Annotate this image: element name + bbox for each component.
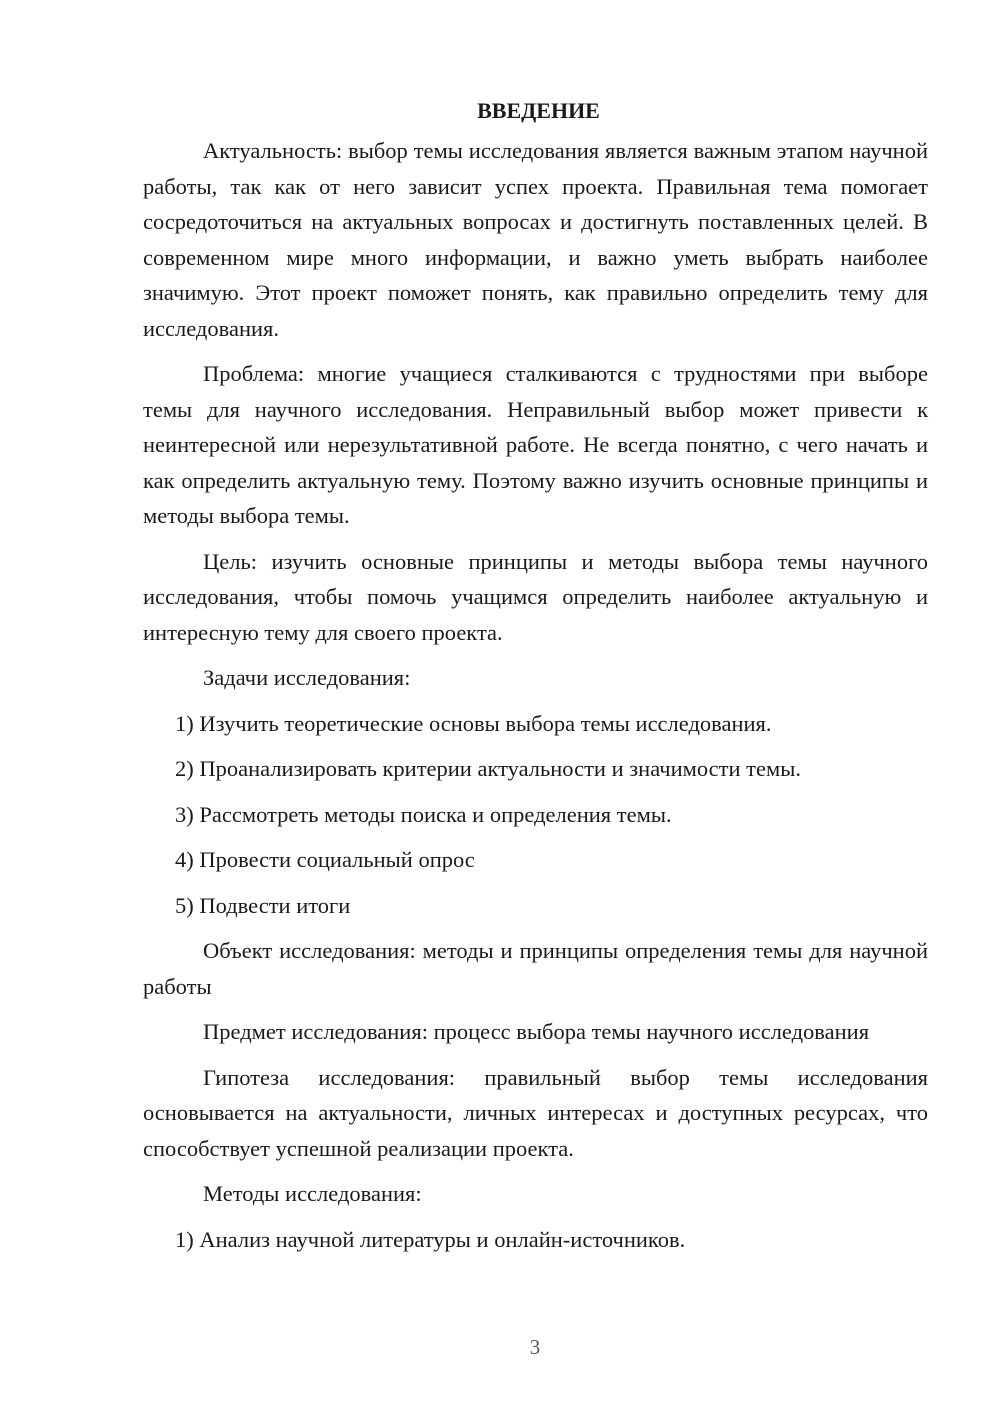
task-item: 3) Рассмотреть методы поиска и определения темы.: [175, 801, 672, 827]
task-item: 5) Подвести итоги: [175, 892, 351, 918]
object-paragraph: Объект исследования: методы и принципы определения темы для научной работы: [143, 938, 928, 999]
methods-heading: Методы исследования:: [203, 1181, 422, 1206]
section-title: ВВЕДЕНИЕ: [477, 98, 600, 123]
actuality-paragraph: Актуальность: выбор темы исследования является важным этапом научной работы, так как от него зависит успех проекта. Правильная тема помогает сосредоточиться на актуальных вопросах и достигнуть поставленных целей. В современном мире много информации, и важно уметь выбрать наиболее значимую. Этот проект поможет понять, как правильно определить тему для исследования.: [143, 138, 928, 341]
page-number: 3: [529, 1335, 541, 1359]
problem-paragraph: Проблема: многие учащиеся сталкиваются с трудностями при выборе темы для научного исследования. Неправильный выбор может привести к неинтересной или нерезультативной работе. Не всегда понятно, с чего начать и как определить актуальную тему. Поэтому важно изучить основные принципы и методы выбора темы.: [143, 361, 928, 528]
hypothesis-paragraph: Гипотеза исследования: правильный выбор темы исследования основывается на актуальности, личных интересах и доступных ресурсах, что способствует успешной реализации проекта.: [143, 1064, 928, 1161]
method-item: 1) Анализ научной литературы и онлайн-источников.: [175, 1226, 686, 1252]
page-content: [143, 93, 928, 1267]
goal-paragraph: Цель: изучить основные принципы и методы выбора темы научного исследования, чтобы помочь учащимся определить наиболее актуальную и интересную тему для своего проекта.: [143, 548, 928, 645]
tasks-heading: Задачи исследования:: [203, 665, 411, 690]
subject-paragraph: Предмет исследования: процесс выбора темы научного исследования: [203, 1019, 870, 1044]
task-item: 4) Провести социальный опрос: [175, 847, 475, 872]
task-item: 2) Проанализировать критерии актуальности и значимости темы.: [175, 756, 801, 781]
task-item: 1) Изучить теоретические основы выбора темы исследования.: [175, 710, 772, 736]
